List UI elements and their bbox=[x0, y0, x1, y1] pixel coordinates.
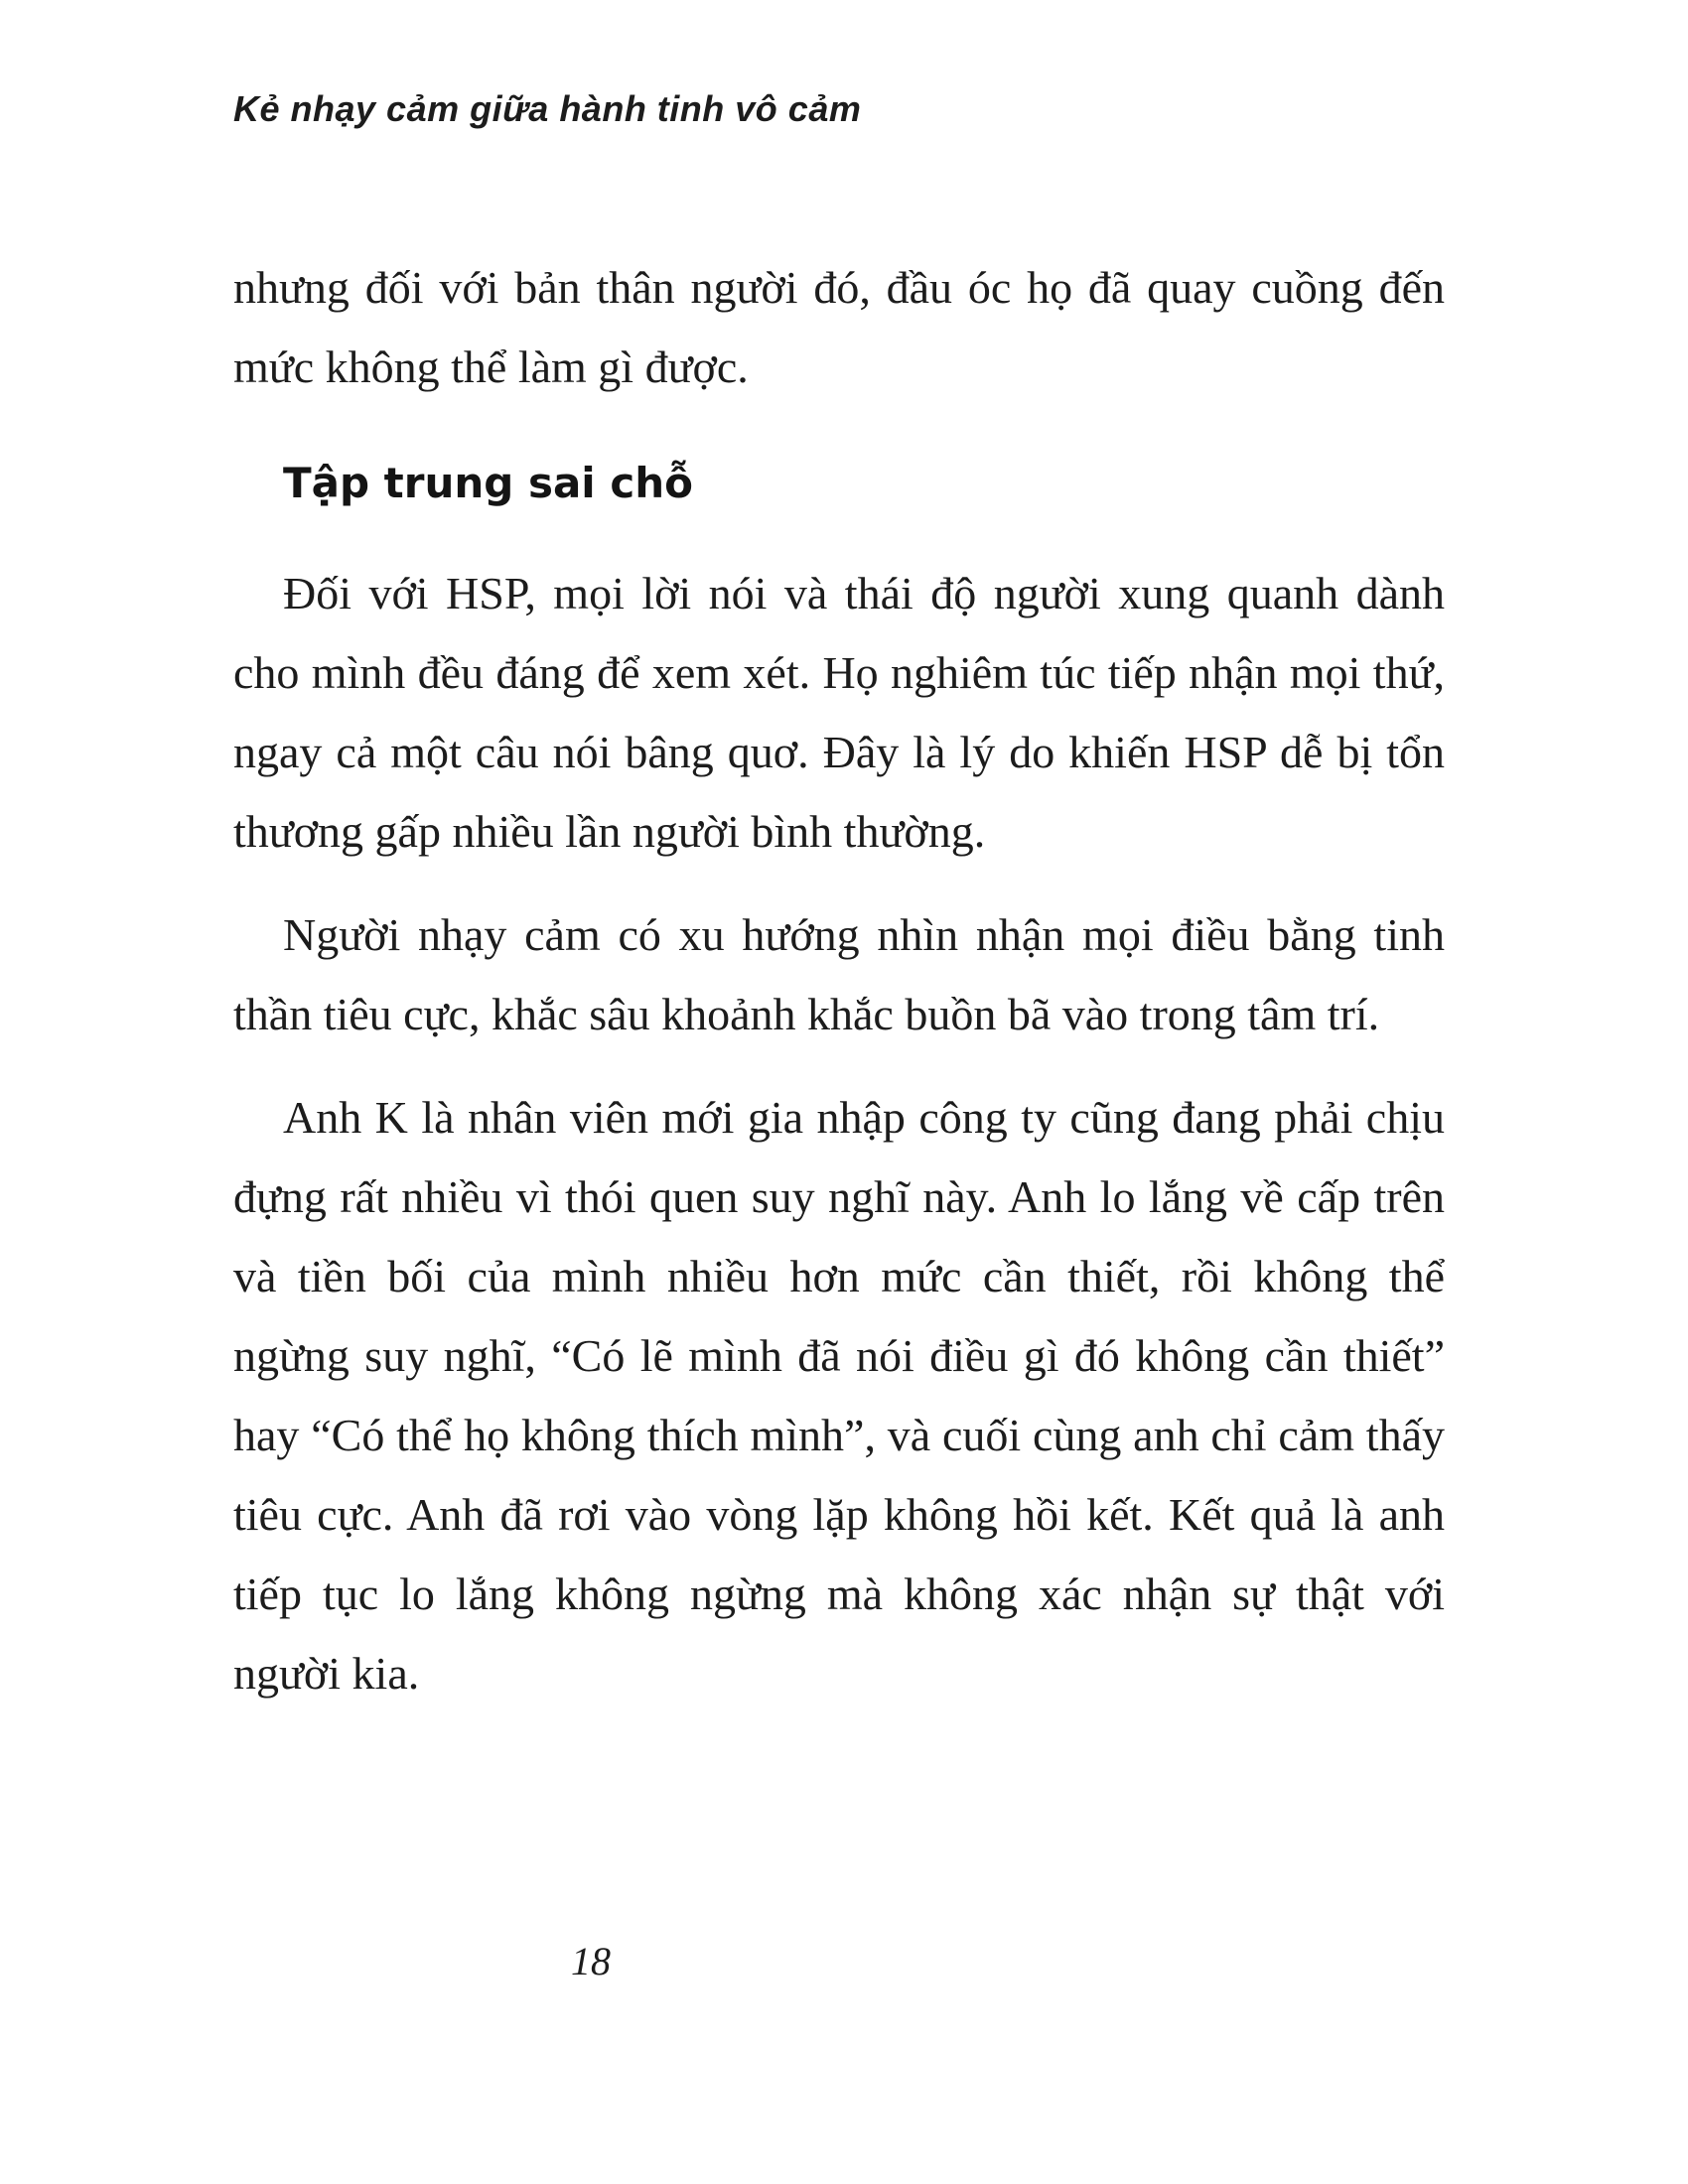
section-heading: Tập trung sai chỗ bbox=[283, 459, 693, 507]
body-paragraph: Anh K là nhân viên mới gia nhập công ty cũng đang phải chịu đựng rất nhiều vì thói quen suy nghĩ này. Anh lo lắng về cấp trên và tiền bối của mình nhiều hơn mức cần thiết, rồi không thể ngừng suy nghĩ, “Có lẽ mình đã nói điều gì đó không cần thiết” hay “Có thể họ không thích mình”, và cuối cùng anh chỉ cảm thấy tiêu cực. Anh đã rơi vào vòng lặp không hồi kết. Kết quả là anh tiếp tục lo lắng không ngừng mà không xác nhận sự thật với người kia. bbox=[233, 1092, 1445, 1699]
running-header-title: Kẻ nhạy cảm giữa hành tinh vô cảm bbox=[233, 88, 862, 129]
body-paragraph: Người nhạy cảm có xu hướng nhìn nhận mọi điều bằng tinh thần tiêu cực, khắc sâu khoảnh khắc buồn bã vào trong tâm trí. bbox=[233, 909, 1445, 1039]
page-number: 18 bbox=[571, 1939, 611, 1983]
page-body bbox=[233, 248, 1445, 1713]
intro-continuation-paragraph: nhưng đối với bản thân người đó, đầu óc họ đã quay cuồng đến mức không thể làm gì được. bbox=[233, 262, 1445, 392]
body-paragraph: Đối với HSP, mọi lời nói và thái độ người xung quanh dành cho mình đều đáng để xem xét. Họ nghiêm túc tiếp nhận mọi thứ, ngay cả một câu nói bâng quơ. Đây là lý do khiến HSP dễ bị tổn thương gấp nhiều lần người bình thường. bbox=[233, 568, 1445, 857]
